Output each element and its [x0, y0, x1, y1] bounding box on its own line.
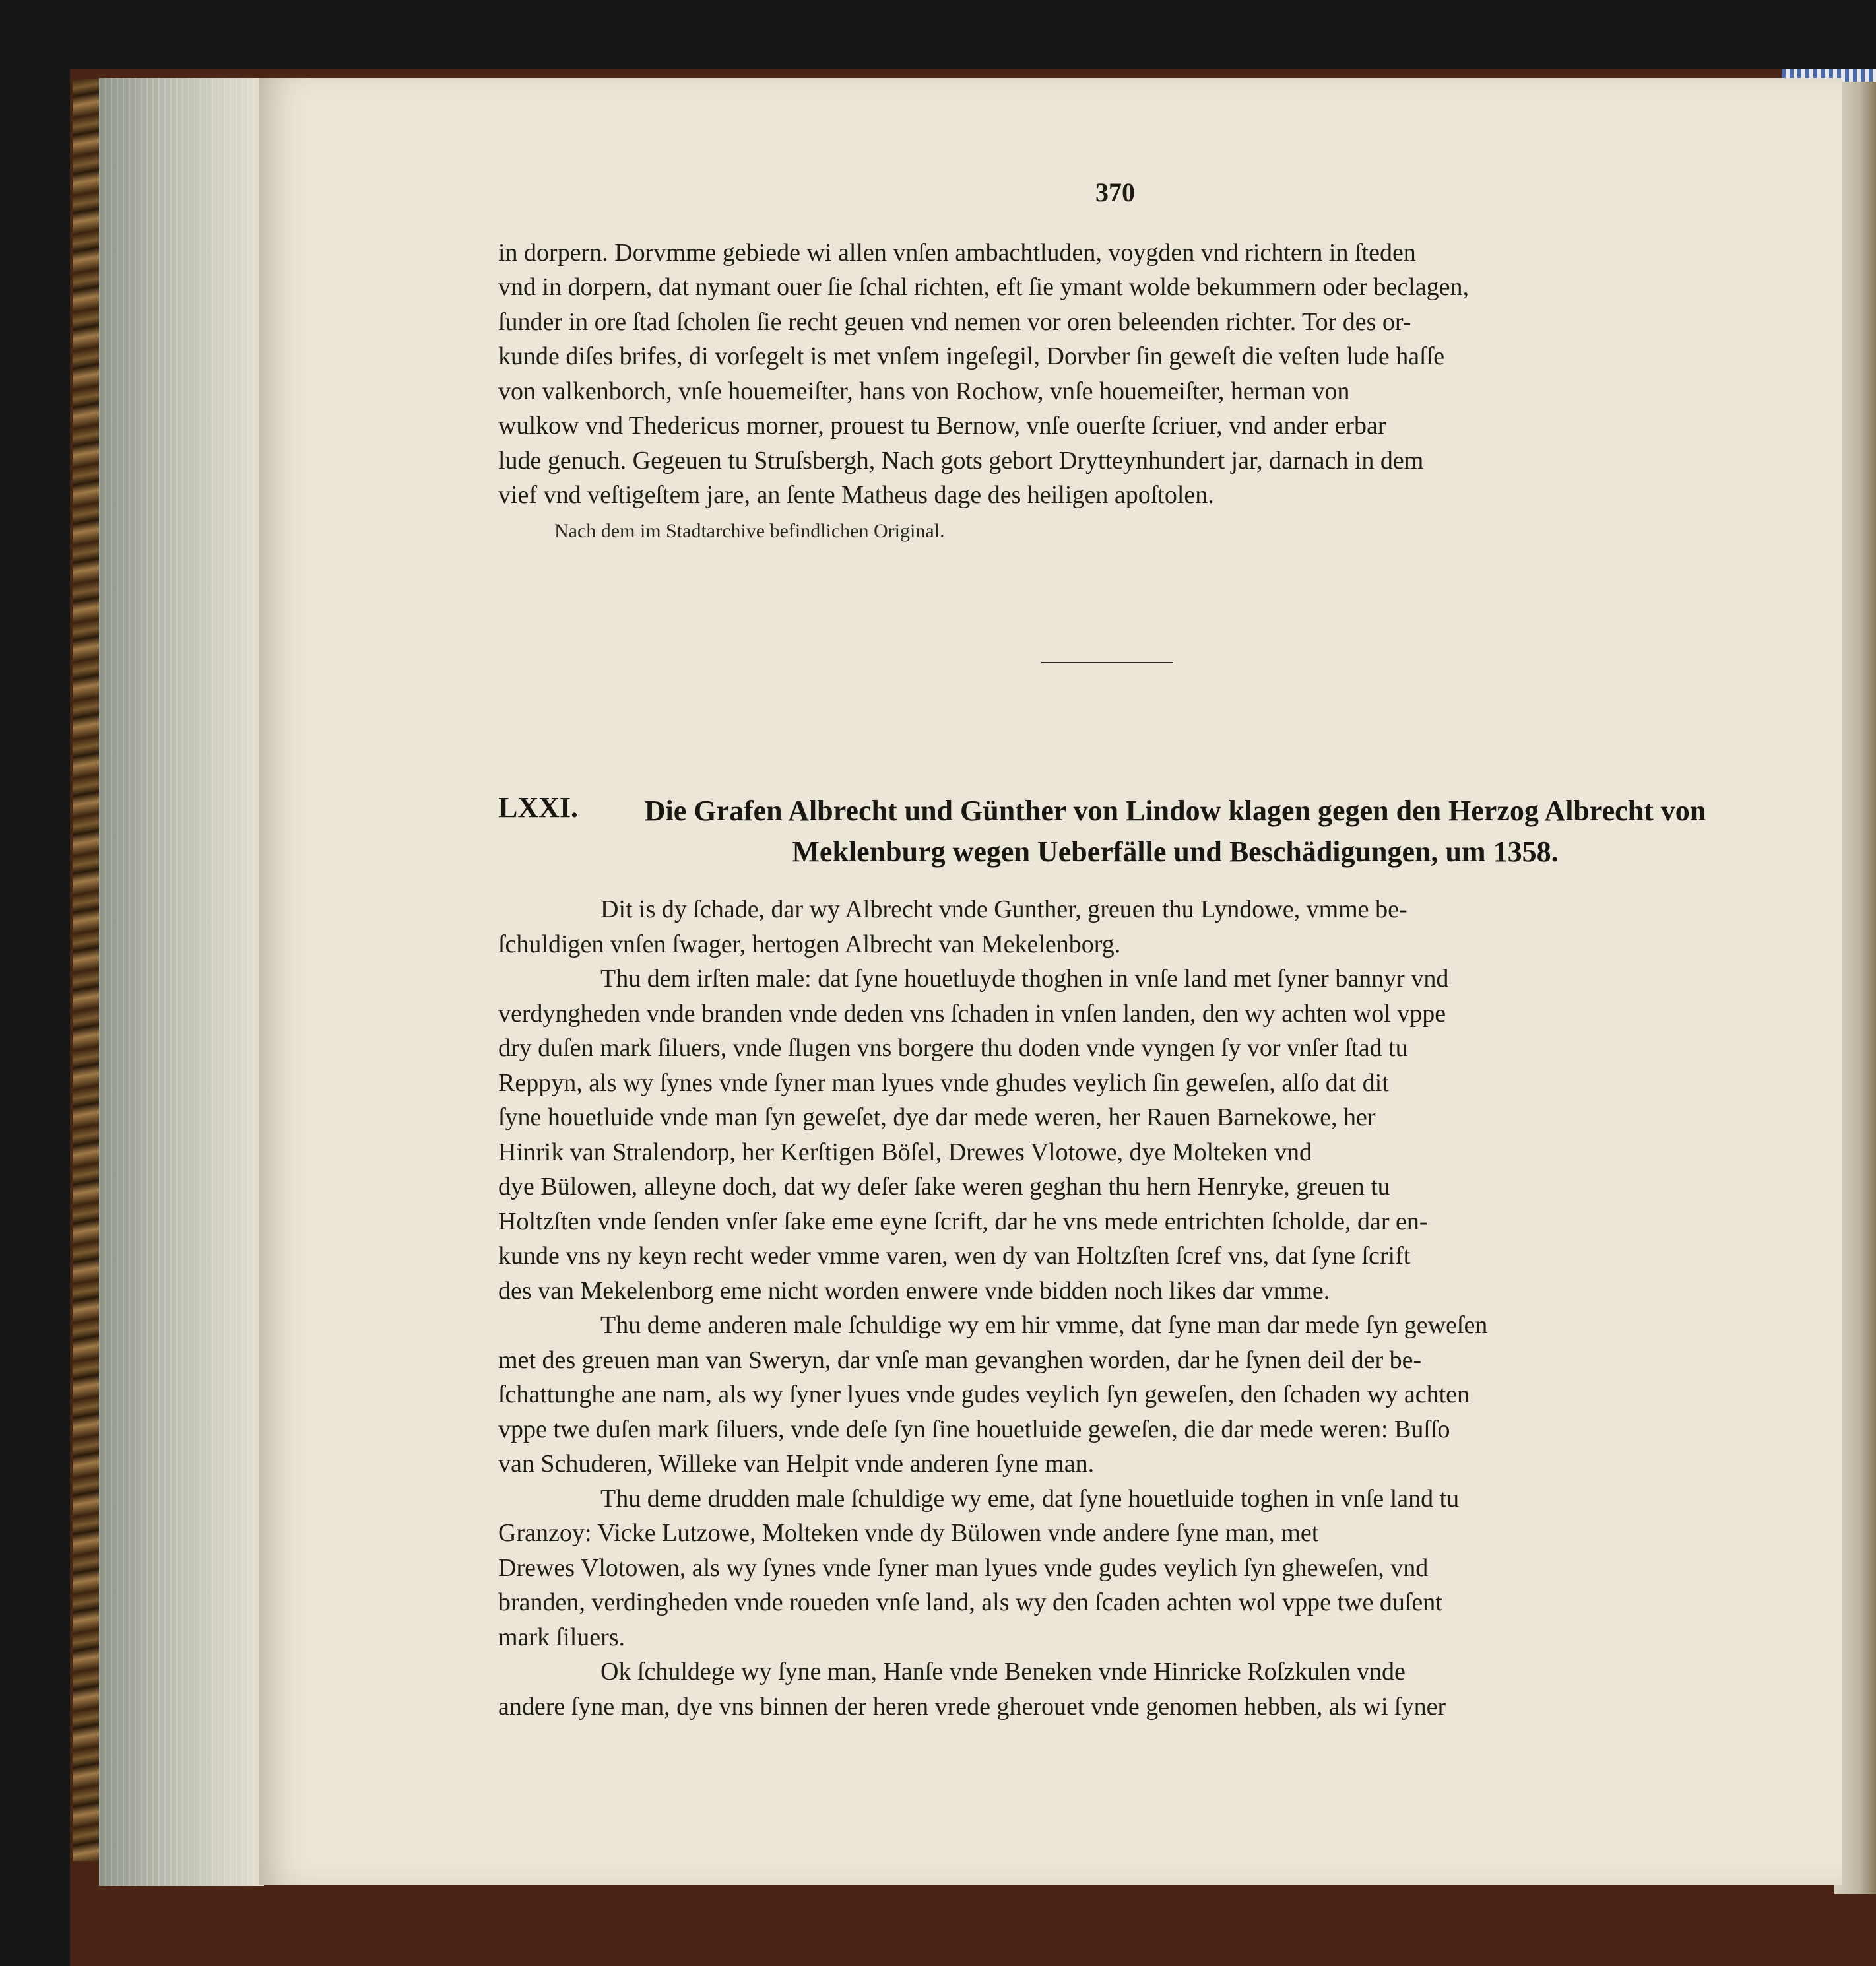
text-line: ſchattunghe ane nam, als wy ſyner lyues vnde gudes veylich ſyn geweſen, den ſchaden wy achten: [498, 1381, 1470, 1408]
text-line: Holtzſten vnde ſenden vnſer ſake eme eyne ſcrift, dar he vns mede entrichten ſcholde, dar en-: [498, 1208, 1428, 1235]
text-line: vppe twe duſen mark ſiluers, vnde deſe ſyn ſine houetluide geweſen, die dar mede weren: Buſſo: [498, 1416, 1450, 1443]
text-line: branden, verdingheden vnde roueden vnſe land, als wy den ſcaden achten wol vppe twe duſent: [498, 1589, 1442, 1616]
text-line-last: vief vnd veſtigeſtem jare, an ſente Matheus dage des heiligen apoſtolen.: [498, 481, 1214, 509]
text-line-last: van Schuderen, Willeke van Helpit vnde anderen ſyne man.: [498, 1450, 1095, 1478]
text-line-last: mark ſiluers.: [498, 1623, 626, 1651]
text-line-last: des van Mekelenborg eme nicht worden enwere vnde bidden noch likes dar vmme.: [498, 1277, 1330, 1305]
text-line: andere ſyne man, dye vns binnen der heren vrede gherouet vnde genomen hebben, als wi ſyner: [498, 1693, 1446, 1720]
document-title: [633, 791, 1717, 872]
text-line: wulkow vnd Thedericus morner, prouest tu Bernow, vnſe ouerſte ſcriuer, vnd ander erbar: [498, 412, 1386, 440]
text-line-last: ſchuldigen vnſen ſwager, hertogen Albrecht van Mekelenborg.: [498, 931, 1121, 958]
document-number: LXXI.: [498, 791, 579, 824]
text-line: dye Bülowen, alleyne doch, dat wy deſer ſake weren geghan thu hern Henryke, greuen tu: [498, 1173, 1390, 1200]
page-stack-lines: [99, 78, 264, 1886]
section-divider: [1041, 662, 1173, 663]
text-line: Ok ſchuldege wy ſyne man, Hanſe vnde Beneken vnde Hinricke Roſzkulen vnde: [600, 1658, 1406, 1686]
text-line: Dit is dy ſchade, dar wy Albrecht vnde Gunther, greuen thu Lyndowe, vmme be-: [600, 896, 1407, 923]
document-title-line: Die Grafen Albrecht und Günther von Lindow klagen gegen den Herzog Albrecht von: [644, 795, 1706, 827]
text-line: kunde vns ny keyn recht weder vmme varen, wen dy van Holtzſten ſcref vns, dat ſyne ſcrift: [498, 1242, 1411, 1270]
text-line: Reppyn, als wy ſynes vnde ſyner man lyues vnde ghudes veylich ſin geweſen, alſo dat dit: [498, 1069, 1389, 1097]
document-title-line: Meklenburg wegen Ueberfälle und Beschädigungen, um 1358.: [792, 836, 1559, 868]
text-line: Thu deme anderen male ſchuldige wy em hir vmme, dat ſyne man dar mede ſyn geweſen: [600, 1311, 1488, 1339]
text-line: verdyngheden vnde branden vnde deden vns ſchaden in vnſen landen, den wy achten wol vppe: [498, 1000, 1446, 1028]
text-line: Drewes Vlotowen, als wy ſynes vnde ſyner man lyues vnde gudes veylich ſyn gheweſen, vnd: [498, 1554, 1429, 1582]
text-line: vnd in dorpern, dat nymant ouer ſie ſchal richten, eft ſie ymant wolde bekummern oder beclagen,: [498, 273, 1469, 301]
text-line: ſyne houetluide vnde man ſyn geweſet, dye dar mede weren, her Rauen Barnekowe, her: [498, 1103, 1376, 1131]
source-note: Nach dem im Stadtarchive befindlichen Original.: [554, 520, 945, 542]
text-line: Thu dem irſten male: dat ſyne houetluyde thoghen in vnſe land met ſyner bannyr vnd: [600, 965, 1449, 993]
text-line: met des greuen man van Sweryn, dar vnſe man gevanghen worden, dar he ſynen deil der be-: [498, 1346, 1422, 1374]
text-line: kunde diſes brifes, di vorſegelt is met vnſem ingeſegil, Dorvber ſin geweſt die veſten lude haſſe: [498, 343, 1445, 370]
text-line: dry duſen mark ſiluers, vnde ſlugen vns borgere thu doden vnde vyngen ſy vor vnſer ſtad tu: [498, 1034, 1408, 1062]
text-line: Granzoy: Vicke Lutzowe, Molteken vnde dy Bülowen vnde andere ſyne man, met: [498, 1519, 1319, 1547]
text-line: Thu deme drudden male ſchuldige wy eme, dat ſyne houetluide toghen in vnſe land tu: [600, 1485, 1460, 1513]
text-line: lude genuch. Gegeuen tu Struſsbergh, Nach gots gebort Drytteynhundert jar, darnach in dem: [498, 447, 1424, 475]
text-line: von valkenborch, vnſe houemeiſter, hans von Rochow, vnſe houemeiſter, herman von: [498, 377, 1350, 405]
text-line: in dorpern. Dorvmme gebiede wi allen vnſen ambachtluden, voygden vnd richtern in ſteden: [498, 239, 1416, 267]
text-line: ſunder in ore ſtad ſcholen ſie recht geuen vnd nemen vor oren beleenden richter. Tor des or-: [498, 308, 1411, 336]
text-line: Hinrik van Stralendorp, her Kerſtigen Böſel, Drewes Vlotowe, dye Molteken vnd: [498, 1138, 1312, 1166]
page-number: 370: [1095, 178, 1135, 207]
